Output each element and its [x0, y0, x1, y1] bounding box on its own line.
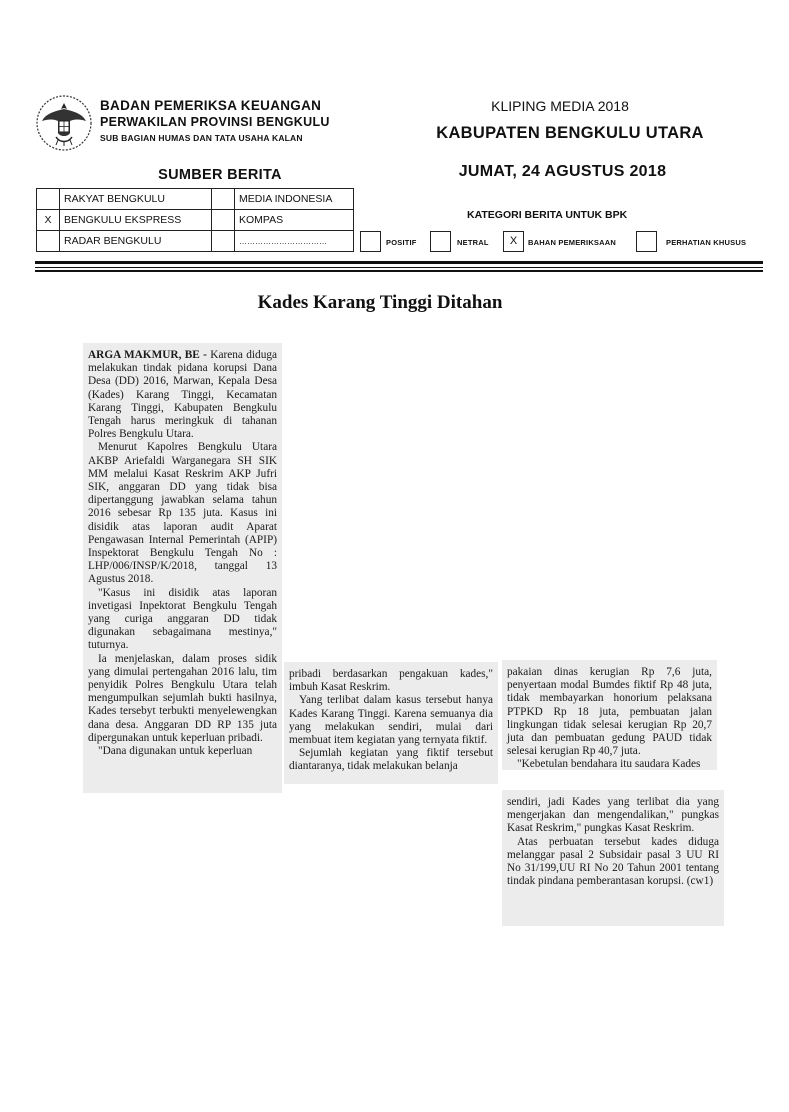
checkbox-netral: [430, 231, 451, 252]
article-clipping-col1: [83, 343, 282, 793]
article-paragraph: Yang terlibat dalam kasus tersebut hanya Kades Karang Tinggi. Karena semuanya dia yang melakukan sendiri, mulai dari membuat item kegiatan yang ternyata fiktif.: [289, 694, 493, 747]
article-paragraph: Menurut Kapolres Bengkulu Utara AKBP Ariefaldi Warganegara SH SIK MM melalui Kasat Reskrim AKP Jufri SIK, anggaran DD yang tidak bisa dipertanggung jawabkan selama tahun 2016 sebesar Rp 135 juta. Kasus ini disidik atas laporan audit Aparat Pengawasan Internal Pemerintah (APIP) Inspektorat Bengkulu Tengah No : LHP/006/INSP/K/2018, tanggal 13 Agustus 2018.: [88, 441, 277, 586]
kabupaten-title: KABUPATEN BENGKULU UTARA: [436, 124, 704, 142]
source-mark: [37, 189, 60, 210]
article-paragraph: sendiri, jadi Kades yang terlibat dia yang mengerjakan dan mengendalikan," pungkas Kasat Reskrim," pungkas Kasat Reskrim.: [507, 796, 719, 835]
source-row: [37, 231, 354, 252]
sources-table: [36, 188, 354, 252]
source-mark: [212, 189, 235, 210]
source-mark: [212, 210, 235, 231]
publication-date: JUMAT, 24 AGUSTUS 2018: [458, 163, 667, 180]
article-clipping-col3: [502, 660, 717, 770]
article-dateline: ARGA MAKMUR, BE -: [88, 349, 207, 361]
checkbox-positif: [360, 231, 381, 252]
org-subdivision: SUB BAGIAN HUMAS DAN TATA USAHA KALAN: [100, 133, 303, 143]
article-clipping-col4: [502, 790, 724, 926]
checkbox-label: PERHATIAN KHUSUS: [666, 238, 747, 247]
article-clipping-col2: [284, 662, 498, 784]
kliping-title: KLIPING MEDIA 2018: [491, 98, 629, 114]
article-paragraph: pribadi berdasarkan pengakuan kades," imbuh Kasat Reskrim.: [289, 668, 493, 694]
category-title: KATEGORI BERITA UNTUK BPK: [467, 209, 628, 221]
article-paragraph: ARGA MAKMUR, BE - Karena diduga melakukan tindak pidana korupsi Dana Desa (DD) 2016, Marwan, Kepala Desa (Kades) Karang Tinggi, Kecamatan Karang Tinggi, Kabupaten Bengkulu Tengah harus meringkuk di tahanan Polres Bengkulu Utara.: [88, 349, 278, 441]
header-rule: [35, 267, 763, 268]
org-name: BADAN PEMERIKSA KEUANGAN: [100, 98, 322, 113]
article-paragraph: Sejumlah kegiatan yang fiktif tersebut diantaranya, tidak melakukan belanja: [289, 747, 493, 773]
checkbox-perhatian-khusus: [636, 231, 657, 252]
source-mark: [212, 231, 235, 252]
article-paragraph: pakaian dinas kerugian Rp 7,6 juta, penyertaan modal Bumdes fiktif Rp 48 juta, tidak membayarkan honorium pelaksana PTPKD Rp 18 juta, pembuatan jalan lingkungan tidak selesai kerugian Rp 20,7 juta dan pembuatan gedung PAUD tidak selesai kerugian Rp 40,7 juta.: [507, 666, 712, 758]
source-name: RADAR BENGKULU: [60, 231, 212, 252]
article-headline: Kades Karang Tinggi Ditahan: [257, 292, 503, 313]
org-office: PERWAKILAN PROVINSI BENGKULU: [100, 115, 330, 129]
article-paragraph: "Dana digunakan untuk keperluan: [98, 745, 253, 758]
sources-title: SUMBER BERITA: [158, 167, 282, 183]
article-paragraph: Atas perbuatan tersebut kades diduga melanggar pasal 2 Subsidair pasal 3 UU RI No 31/199,UU RI No 20 Tahun 2001 tentang tindak pindana pemberantasan korupsi. (cw1): [507, 835, 719, 888]
source-name: MEDIA INDONESIA: [235, 189, 354, 210]
source-mark: X: [37, 210, 60, 231]
garuda-emblem-logo: [34, 93, 94, 153]
header-rule: [35, 261, 763, 264]
checkbox-label: POSITIF: [386, 238, 417, 247]
source-name: ……………………………: [235, 231, 354, 252]
source-row: [37, 189, 354, 210]
header-rule: [35, 270, 763, 272]
organization-block: [100, 98, 330, 146]
source-mark: [37, 231, 60, 252]
source-row: [37, 210, 354, 231]
article-paragraph: Ia menjelaskan, dalam proses sidik yang dimulai pertengahan 2016 lalu, tim penyidik Polres Bengkulu Utara telah mengumpulkan sejumlah bukti hasilnya, Kades tersebyt terbukti menyelewengkan dana desa. Anggaran DD RP 135 juta dipergunakan untuk keperluan pribadi.: [88, 652, 277, 744]
checkbox-label: NETRAL: [457, 238, 489, 247]
source-name: RAKYAT BENGKULU: [60, 189, 212, 210]
article-paragraph: "Kasus ini disidik atas laporan invetigasi Inpektorat Bengkulu Tengah yang curiga anggaran DD tidak digunakan sebagaimana mestinya," tuturnya.: [88, 586, 277, 652]
source-name: BENGKULU EKSPRESS: [60, 210, 212, 231]
checkbox-label: BAHAN PEMERIKSAAN: [528, 238, 616, 247]
source-name: KOMPAS: [235, 210, 354, 231]
article-paragraph: "Kebetulan bendahara itu saudara Kades: [517, 758, 701, 771]
checkbox-bahan-pemeriksaan: X: [503, 231, 524, 252]
